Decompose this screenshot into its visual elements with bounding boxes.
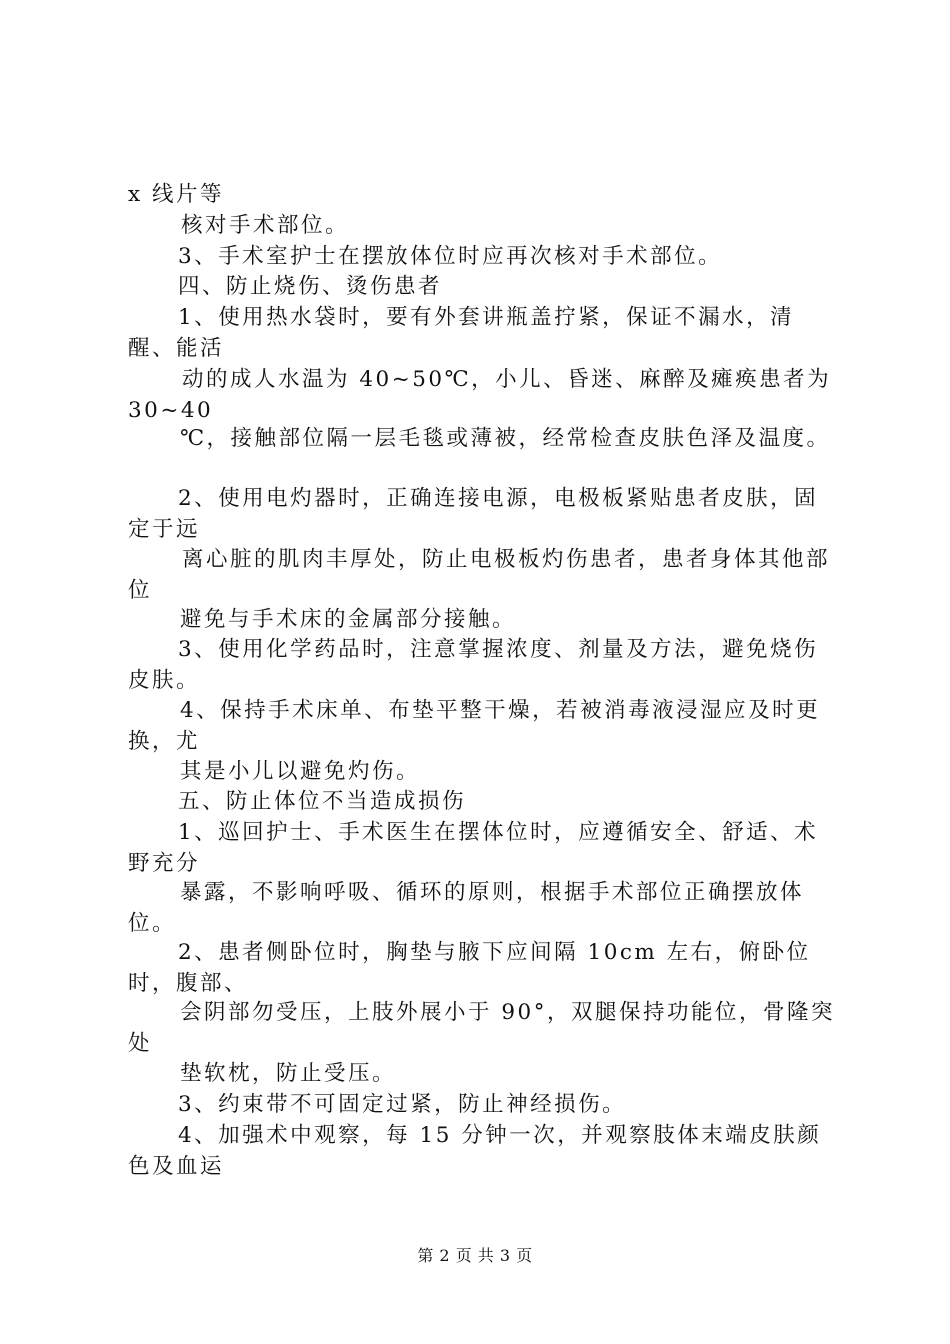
paragraph-19: 垫软枕，防止受压。 xyxy=(180,1061,397,1086)
paragraph-14: 五、防止体位不当造成损伤 xyxy=(178,789,467,814)
paragraph-9: 离心脏的肌肉丰厚处，防止电极板灼伤患者，患者身体其他部位 xyxy=(128,547,831,603)
paragraph-20: 3、约束带不可固定过紧，防止神经损伤。 xyxy=(178,1092,627,1117)
paragraph-4: 四、防止烧伤、烫伤患者 xyxy=(178,274,443,299)
paragraph-8: 2、使用电灼器时，正确连接电源，电极板紧贴患者皮肤，固定于远 xyxy=(128,486,819,542)
paragraph-15: 1、巡回护士、手术医生在摆体位时，应遵循安全、舒适、术野充分 xyxy=(128,820,819,876)
paragraph-5: 1、使用热水袋时，要有外套讲瓶盖拧紧，保证不漏水，清醒、能活 xyxy=(128,305,795,361)
paragraph-11: 3、使用化学药品时，注意掌握浓度、剂量及方法，避免烧伤皮肤。 xyxy=(128,637,819,693)
paragraph-21: 4、加强术中观察，每 15 分钟一次，并观察肢体末端皮肤颜色及血运 xyxy=(128,1123,822,1179)
paragraph-10: 避免与手术床的金属部分接触。 xyxy=(180,607,517,632)
paragraph-7: ℃，接触部位隔一层毛毯或薄被，经常检查皮肤色泽及温度。 xyxy=(180,426,831,451)
paragraph-6: 动的成人水温为 40~50℃，小儿、昏迷、麻醉及瘫痪患者为 30~40 xyxy=(128,367,832,423)
paragraph-17: 2、患者侧卧位时，胸垫与腋下应间隔 10cm 左右，俯卧位时，腹部、 xyxy=(128,940,811,996)
paragraph-2: 核对手术部位。 xyxy=(181,213,350,238)
paragraph-13: 其是小儿以避免灼伤。 xyxy=(180,759,421,784)
paragraph-18: 会阴部勿受压，上肢外展小于 90°，双腿保持功能位，骨隆突处 xyxy=(128,1000,835,1056)
paragraph-12: 4、保持手术床单、布垫平整干燥，若被消毒液浸湿应及时更换，尤 xyxy=(128,698,821,754)
paragraph-3: 3、手术室护士在摆放体位时应再次核对手术部位。 xyxy=(178,244,723,269)
paragraph-1: x 线片等 xyxy=(128,182,224,207)
paragraph-16: 暴露，不影响呼吸、循环的原则，根据手术部位正确摆放体位。 xyxy=(128,880,805,936)
page-number-footer: 第 2 页 共 3 页 xyxy=(417,1246,533,1265)
